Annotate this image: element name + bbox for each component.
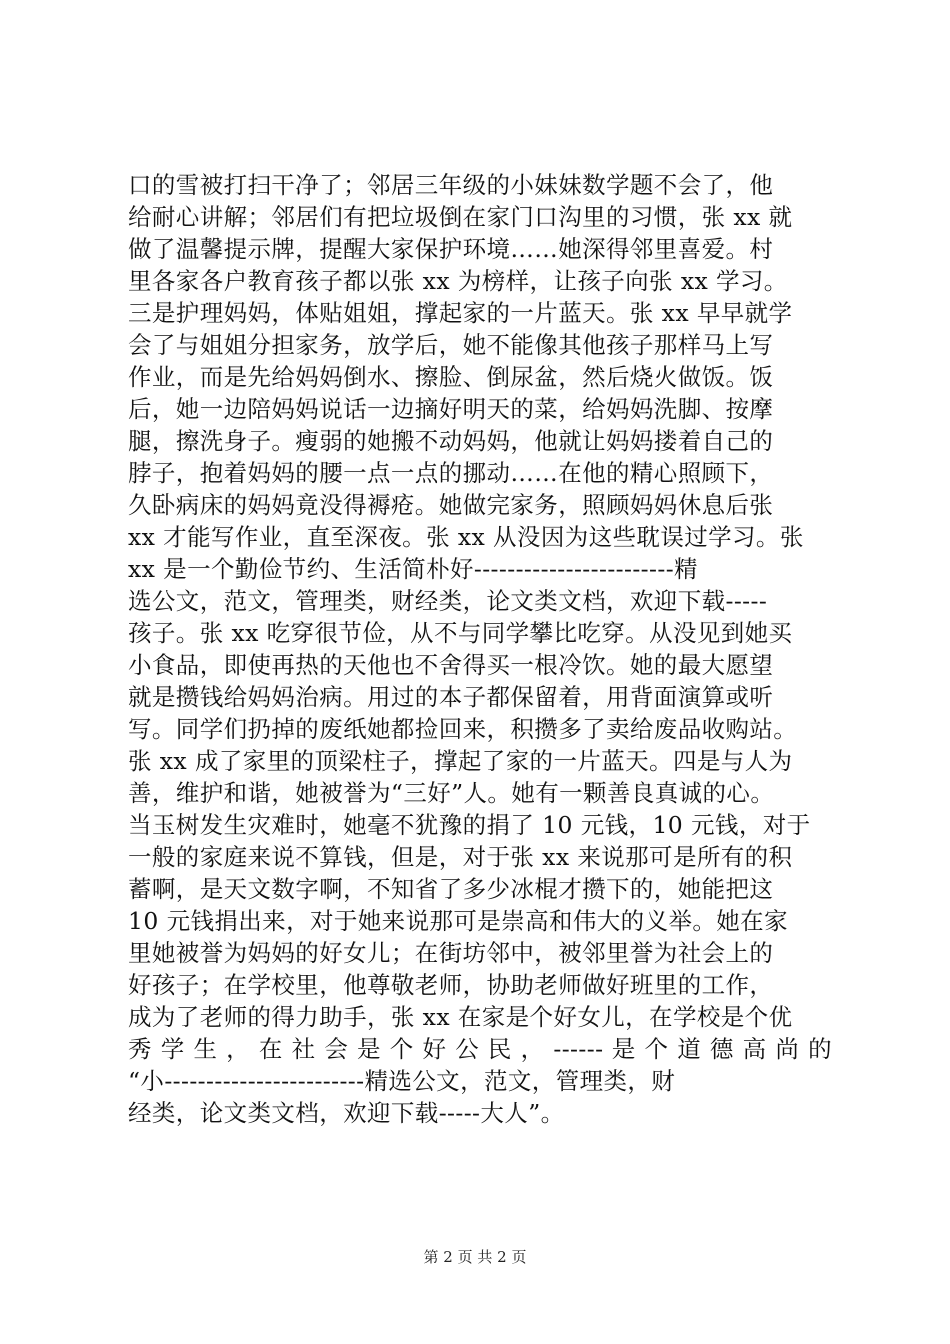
text-line: 三是护理妈妈，体贴姐姐，撑起家的一片蓝天。张 xx 早早就学 (128, 299, 793, 327)
text-line: 张 xx 成了家里的顶梁柱子，撑起了家的一片蓝天。四是与人为 (128, 747, 793, 775)
text-line: 里她被誉为妈妈的好女儿；在街坊邻中，被邻里誉为社会上的 (128, 939, 774, 967)
page-footer: 第 2 页 共 2 页 (423, 1248, 527, 1266)
text-line: 孩子。张 xx 吃穿很节俭，从不与同学攀比吃穿。从没见到她买 (128, 619, 793, 647)
text-line: 写。同学们扔掉的废纸她都捡回来，积攒多了卖给废品收购站。 (128, 715, 798, 743)
text-line: xx 是一个勤俭节约、生活简朴好------------------------精 (128, 555, 698, 583)
text-line: 久卧病床的妈妈竟没得褥疮。她做完家务，照顾妈妈休息后张 (128, 491, 774, 519)
text-line: 做了温馨提示牌，提醒大家保护环境……她深得邻里喜爱。村 (128, 235, 774, 263)
text-line: 小食品，即使再热的天他也不舍得买一根冷饮。她的最大愿望 (128, 651, 774, 679)
text-line: 当玉树发生灾难时，她毫不犹豫的捐了 10 元钱，10 元钱，对于 (128, 811, 811, 839)
text-line: 好孩子；在学校里，他尊敬老师，协助老师做好班里的工作， (128, 971, 774, 999)
text-line: 选公文，范文，管理类，财经类，论文类文档，欢迎下载----- (128, 587, 768, 615)
text-line: 给耐心讲解；邻居们有把垃圾倒在家门口沟里的习惯，张 xx 就 (128, 203, 793, 231)
text-line: 经类，论文类文档，欢迎下载-----大人”。 (128, 1099, 565, 1127)
text-line: 会了与姐姐分担家务，放学后，她不能像其他孩子那样马上写 (128, 331, 774, 359)
text-line: 一般的家庭来说不算钱，但是，对于张 xx 来说那可是所有的积 (128, 843, 793, 871)
text-line: 成为了老师的得力助手，张 xx 在家是个好女儿，在学校是个优 (128, 1003, 793, 1031)
text-line: 腿，擦洗身子。瘦弱的她搬不动妈妈，他就让妈妈搂着自己的 (128, 427, 774, 455)
text-line: 作业，而是先给妈妈倒水、擦脸、倒尿盆，然后烧火做饭。饭 (128, 363, 774, 391)
text-line: “小------------------------精选公文，范文，管理类，财 (128, 1067, 676, 1095)
text-line: 蓄啊，是天文数字啊，不知省了多少冰棍才攒下的，她能把这 (128, 875, 774, 903)
text-line: 口的雪被打扫干净了；邻居三年级的小妹妹数学题不会了，他 (128, 171, 774, 199)
text-line: 善，维护和谐，她被誉为“三好”人。她有一颗善良真诚的心。 (128, 779, 775, 807)
text-line: 后，她一边陪妈妈说话一边摘好明天的菜，给妈妈洗脚、按摩 (128, 395, 774, 423)
text-line: 就是攒钱给妈妈治病。用过的本子都保留着，用背面演算或听 (128, 683, 774, 711)
text-line: 里各家各户教育孩子都以张 xx 为榜样，让孩子向张 xx 学习。 (128, 267, 788, 295)
text-line: 脖子，抱着妈妈的腰一点一点的挪动……在他的精心照顾下， (128, 459, 774, 487)
text-line: 10 元钱捐出来，对于她来说那可是崇高和伟大的义举。她在家 (128, 907, 788, 935)
text-line: 秀 学 生 ， 在 社 会 是 个 好 公 民 ， ------ 是 个 道 德 高 尚 的 (128, 1035, 832, 1063)
body-text (128, 169, 832, 1129)
text-line: xx 才能写作业，直至深夜。张 xx 从没因为这些耽误过学习。张 (128, 523, 804, 551)
